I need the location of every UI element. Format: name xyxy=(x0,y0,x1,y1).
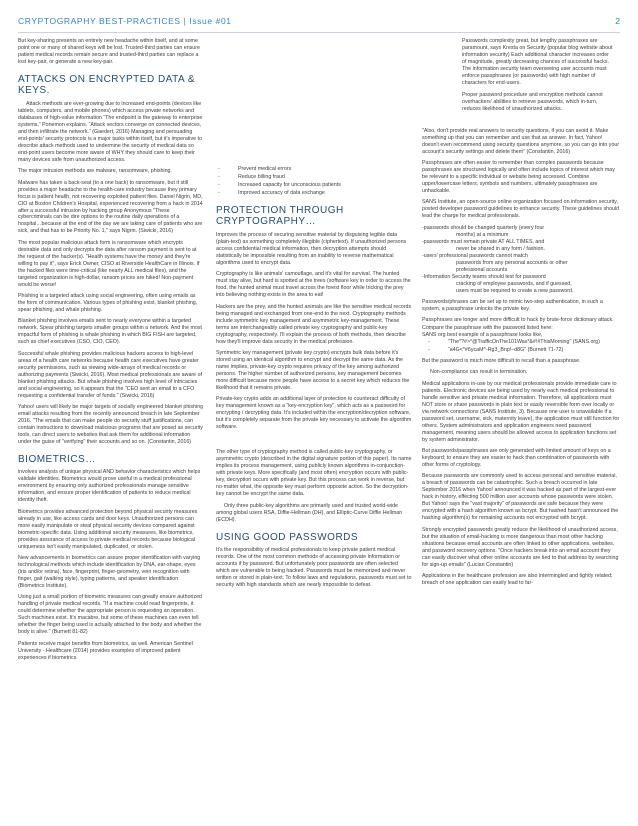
page-number: 2 xyxy=(615,16,620,26)
biometrics-paragraph-5: Patients receive major benefits from biometrics, as well. American Sentinel University - Healthcare (2014) provides examples of improved patient experiences if biometrics. xyxy=(18,640,193,661)
attacks-paragraph-4: The most popular malicious attack form is ransomware which encrypts desirable data and only decrypts the data after ransom payment is sent to at the request of the hacker(s). "Health systems have the money and they're willing to pay it", says Erick Owner, CISO at Riverside HealthCare in Illinois. If the hacked files were time-critical (like nearly ALL medical files), and the targeted organization is high-dollar, ransom prices are hiked! Non-payment would be worse! xyxy=(18,239,200,288)
heading-attacks: ATTACKS ON ENCRYPTED DATA & KEYS. xyxy=(18,73,196,97)
attacks-paragraph-1: Attack methods are ever-growing due to increased end-points (devices like tablets, computers, and mobile phones) which access private networks and databases of high-value information “The endpoint is the gateway to enterprise systems,” Ponemon explains. “Attack vectors converge on connected devices, and then infiltrate the network.” (Gaedert, 2016) Managing and persuading end-points' security protocols is a major tasks within itself, but it's imperative to describe attack methods used to undermine the security of medical data so end-point users become more aware of WHY they should care to keep their many devices safe from unauthorized access. xyxy=(18,100,203,163)
attacks-paragraph-2: The major intrusion methods are malware, ransomware, phishing. xyxy=(18,168,172,175)
attacks-paragraph-3: Malware has taken a back-seat (to a one back) to ransomware, but it still provides a major headache to the health-care industry because they primary focus is patient health, not recovering exploited patient files. Daniel Nigrin, MD, CIO at Boston Children's Hospital, experienced recovering from a hack in 2014 after a successful intrusion by hacking group Anonymous "These cybercriminals can be dire options to the routine daily operations of a hospital…because at the end of the day we are taking care of patients who are sick, and that has to be Priority No. 1," says Nigrin. (Siwicki, 2016) xyxy=(18,179,203,235)
protection-paragraph-1: Improves the process of securing sensitive material by disguising legible data (plain-text) as something completely illegible (ciphertext). If unauthorized persons access confidential medical information, then decryption attempts should statistically be impossible resulting from an inability to reverse mathematical algorithms used to encrypt data. xyxy=(216,231,407,266)
intro-paragraph: But key-sharing presents an entirely new headache within itself, and at some point one or many of shared keys will be lost. Trusted-third parties can ensure patient medical records remain secure and trusted-third parties can replace a lost key-pair, or generate a new key-pair. xyxy=(18,38,200,65)
protection-paragraph-4: Symmetric key management (private key crypto) encrypts bulk data before it's stored using an identical algorithm to encrypt and decrypt the same data. As the name implies, private-key crypto requires privacy of the key among authorized persons. The higher number of authorized persons, key management becomes more difficult because more people have access to a secret key which reduces the likelihood that it remains private. xyxy=(216,349,410,391)
column-left xyxy=(18,38,204,818)
right-paragraph-2: Passphrases are often easier to remember than complex passwords because passphrases are structured logically and often include topics of interest which may be relevant to a specific individual or website being accessed. Combine upper/lowercase letters, symbols and numbers, ultimately passphrases are unhackable. xyxy=(422,160,615,195)
biometrics-paragraph-1: involves analysis of unique physical AND behavior characteristics which helps validate identities. Biometrics would prove useful in a medical professional environment by ensuring only authorized professionals manage sensitive information, and ensure proper identification of patients to reduce medical identity theft. xyxy=(18,469,201,504)
right-paragraph-7: SANS org best example of a passphrase looks like, xyxy=(422,332,543,338)
right-paragraph-6: Compare the passphrase with the password listed here: xyxy=(422,325,553,332)
passwords-paragraph-1: It's the responsibility of medical professionals to keep private patient medical records. One of the most common methods of accessing private information or accounts if by password. But unfortunately poor passwords are often selected which are vulnerable to being hacked. Passwords must be memorized and never written or stored in plain-text. To follow laws and regulations, passwords must set to security with high standards which are nearly impossible to defeat. xyxy=(216,547,412,589)
right-paragraph-3: SANS Institute, an open-source online organization focused on information security, posted developer password guidelines to enhance security. These guidelines should lead the charge for medical professionals. xyxy=(422,199,620,220)
protection-paragraph-2: Cryptography is like animals' camouflage, and it's vital for survival. The hunted must stay alive, but hard is spotted at the trees (software key in order to access the food, the hunted animal must travel across the forest floor while tricking the prey into believing nothing exists in the area to eat! xyxy=(216,271,411,299)
attacks-paragraph-6: Blanket phishing involves emails sent to nearly everyone within a targeted network. Spear phishing targets smaller groups within a network. And the most impactful form of phishing is whale phishing in which BIG FISH are targeted, such as chief executives (CSO, CIO, CEO). xyxy=(18,318,203,346)
protection-paragraph-5: Private-key crypto adds an additional layer of protection to counteract difficulty of key management known as a "key-encryption key", which acts as a password for encrypting / decrypting data. It's included within the encryption/decryption software, but it's completely separate from the private key necessary to activate the algorithm software. xyxy=(216,396,412,431)
list-item: - Reduce billing fraud xyxy=(228,174,412,181)
right-paragraph-9: Non-compliance can result in termination. xyxy=(430,369,528,376)
heading-protection: PROTECTION THROUGH CRYPTOGRAPHY… xyxy=(216,204,344,228)
biometrics-paragraph-4: Using just a small portion of biometric measures can greatly ensure authorized handling of private medical records. "If a machine could read fingerprints, it could determine whether the appropriate person is requesting an operation. Such machines exist. It's macabre, but some of these machines can even tell whether the finger being used is actually attached to the body and whether the body is alive." (Burnett 81-82) xyxy=(18,594,203,636)
column-right xyxy=(422,38,620,818)
biometrics-paragraph-3: New advancements in biometrics can assure proper identification with varying technological methods which include identification by DNA, ear-shape, eyes (iris and/or retina), face, fingerprint, finger-geometry, vein recognition with finger, gait (walking style), typing patterns, and speaker identification (Biometrics Institute). xyxy=(18,555,201,590)
pull-quote-2: Proper password procedure and encryption methods cannot overhackers' abilities to retrieve passwords, which in-turn, reduces likelihood of unauthorized attacks. xyxy=(462,91,603,112)
protection-paragraph-7: Only three public-key algorithms are primarily used and trusted world-wide among global users RSA, Diffie-Hellman (DH), and Elliptic-Curve Diffie Hellman (ECDH). xyxy=(216,502,403,523)
passphrase-examples xyxy=(422,339,620,354)
right-paragraph-10: Medical applications in-use by our medical professionals provide immediate care to patients. Electronic devices are being used by nearly each medical professional to handle sensitive and private medical information. Therefore, all applications must NOT store or share passwords in plain text or easily reversible form over locally or via network connections (SANS Institute, 3). Because one user is unavailable if a password set, username, sick, maternity leave), the application must still function for others. System administrators and application engineers need password management, meaning users should be allowed access to application functions set by system administrator. xyxy=(422,380,620,443)
right-paragraph-5: Passphrases are longer and more difficult to hack by brute-force dictionary attack. xyxy=(422,317,614,324)
right-paragraph-13: Strongly encrypted passwords greatly reduce the likelihood of unauthorized access, but the situation of email-hacking is more dangerous than most other hacking situations because email accounts are often linked to other applications, websites, and password recovery options. "Once hackers break into an email account they can easily discover what other online accounts are tied to that address by searching for sign-up emails" (Lucian Constantin) xyxy=(422,526,619,568)
attacks-paragraph-7: Successful whale phishing provides malicious hackers access to high-level areas of a health care networks because health care executives have greater security permissions, such as viewing wide-arrays of medical records or authorizing payments (Siwicki, 2016). Most medical professionals are aware of blanket phishing attacks. But whale phishing involves high level of intricacies and social engineering, so it appears that the "CEO sent an email to a CFO requesting a confidential transfer of funds." (Siwicki, 2016) xyxy=(18,350,203,399)
heading-passwords: USING GOOD PASSWORDS xyxy=(216,531,359,543)
list-item: - Prevent medical errors xyxy=(228,166,412,173)
attacks-paragraph-5: Phishing is a targeted attack using social engineering, often using emails as the form of communication. Various types of phishing exist, blanket phishing, spear phishing, and whale phishing. xyxy=(18,293,198,314)
newsletter-title: CRYPTOGRAPHY BEST-PRACTICES | Issue #01 xyxy=(18,16,232,26)
right-paragraph-4: Passwords/phrases can be set up to mimic two-step authentication, in such a system, a passphrase unlocks the private key. xyxy=(422,298,603,312)
list-item: - "The*?#>*@TrafficOnThe101Was*&#!#ThisMorning" (SANS.org) xyxy=(428,339,620,346)
column-middle xyxy=(216,38,412,818)
sans-guidelines: -passwords should be changed quarterly (every four months) at a minimum -passwords must remain private AT ALL TIMES, and never be shared in any form / fashion. -users' professional passwords cannot match passwords from any personal accounts or other professional accounts -Information Security teams should test for password cracking of employee passwords, and if guessed, users must be required to create a new password. xyxy=(422,224,574,294)
list-item: - Improved accuracy of data exchange xyxy=(228,190,412,197)
right-paragraph-12: Because passwords are commonly used to access personal and sensitive material, a breach of passwords can be catastrophic. Such a breach occurred in late September 2016 when Yahoo! announced it was hacked as part of the largest-ever hack in history, effecting 500 million user accounts whose passwords were stolen. But Yahoo! says the "vast majority" of passwords are safe because they were encrypted with a hash algorithm known as bcrypt. But hashed hasn't announced the hashing algorithm(s) for remaining accounts not encrypted with bcrypt. xyxy=(422,473,619,522)
heading-biometrics: BIOMETRICS… xyxy=(18,453,96,465)
page-header xyxy=(18,14,620,33)
protection-paragraph-6: The other type of cryptography method is called public-key cryptography, or asymmetric crypto (described in the digital signature portion of this paper). Its name implies its process management, using publicly known algorithms in-conjunction-with private keys. More specifically (and most often) encryption occurs with public-key, decryption occurs with private key. But this process can work in reverse, but no-matter what, the opposite key must perform opposite action. So the decryption-key cannot be encrypt the same data. xyxy=(216,449,412,498)
right-paragraph-8: But the password is much more difficult to recall than a passphrase. xyxy=(422,357,581,364)
pull-quote: Passwords complexity great, but lengthy passphrases are paramount, says Kresta on Security (popular blog website about information security) Each additional character increases order of magnitude, greatly decreasing chances of successful hacks. The information security team overseeing user accounts must enforce passphrases (or passwords) with high number of characters for end-users. xyxy=(462,38,613,86)
biometrics-paragraph-2: Biometrics provides advanced protection beyond physical security measures already in use, like access cards and door keys. Unauthorized persons can more easily manipulate or steal physical security devices compared against biometric-specific data. Using additional security measures, like biometrics, provides assurance of access to private medical records because biological uniqueness isn't easily manipulated, duplicated, or stolen. xyxy=(18,508,198,550)
protection-paragraph-3: Hackers are the prey, and the hunted animals are like the sensitive medical records being managed and exchanged from one-end to the next. Cryptography methods include symmetric key management and asymmetric key-management. These terms are interchangeably called private key cryptography and public-key cryptography, respectively. I'll explain the process of both methods, then describe how they'll improve data security in the medical profession. xyxy=(216,303,412,345)
right-paragraph-14: Applications in the healthcare profession are also intermingled and tightly related; breach of one application can easily lead to far- xyxy=(422,572,613,586)
benefits-list xyxy=(216,166,412,197)
list-item: - “a4G<*#6ycaM^-Rg3_Bnp!–d8G" (Burnett 71-72) xyxy=(428,347,620,354)
list-item: - Increased capacity for unconscious patients xyxy=(228,182,412,189)
right-paragraph-11: But passwords/passphrases are only generated with limited amount of keys on a keyboard; to ensure they are easier to hack than combination of passwords with other forms of cryptology. xyxy=(422,447,611,468)
right-paragraph-1: "Also, don't provide real answers to security questions, if you can avoid it. Make something up that you can remember and use that as answer. In fact, Yahoo! doesn't even recommend using security questions anymore, so you can go into your account's security settings and delete them" (Constantin, 2016) xyxy=(422,127,620,155)
attacks-paragraph-8: Yahoo! users will likely be major targets of socially engineered blanket phishing email attacks resulting from the recently announced breach in late September 2016. "The emails that can make people do security stuff justifications, can contain instructions to download malicious programs that are posed as security tools, can direct users to websites that ask them for additional information under the guise of "verifying" their accounts and so on. (Constantin, 2016) xyxy=(18,404,204,445)
